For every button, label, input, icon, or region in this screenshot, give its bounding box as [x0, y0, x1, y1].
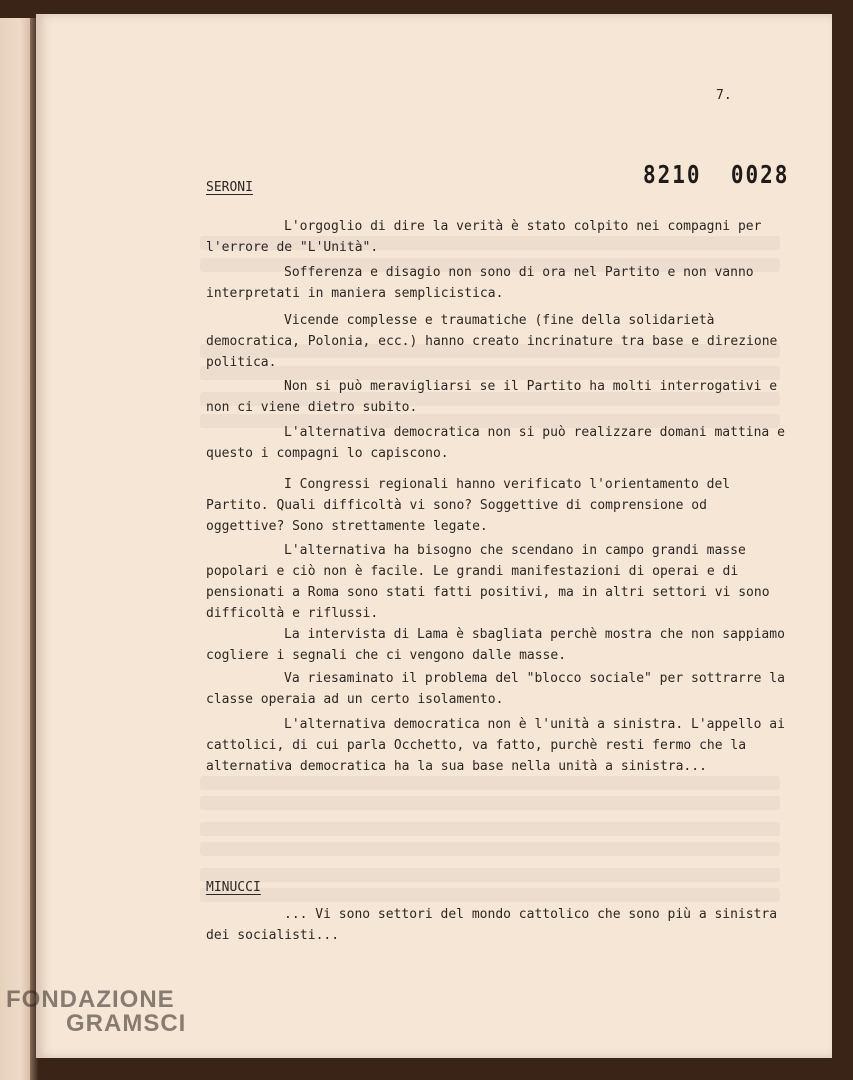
speaker-name: SERONI — [206, 180, 253, 195]
paragraph: Va riesaminato il problema del "blocco sociale" per sottrarre la classe operaia ad un certo isolamento. — [206, 671, 785, 707]
paragraph: Non si può meravigliarsi se il Partito ha molti interrogativi e non ci viene dietro subito. — [206, 379, 778, 415]
facing-page-edge — [0, 18, 34, 1080]
paragraph: L'alternativa democratica non si può realizzare domani mattina e questo i compagni lo capiscono. — [206, 425, 785, 461]
show-through — [200, 842, 780, 856]
paragraph: L'orgoglio di dire la verità è stato colpito nei compagni per l'errore de "L'Unità". — [206, 219, 762, 255]
paragraph: I Congressi regionali hanno verificato l'orientamento del Partito. Quali difficoltà vi sono? Soggettive di comprensione od oggettive? Sono strettamente legate. — [206, 477, 731, 534]
document-code: 8210 0028 — [643, 160, 790, 189]
speaker-name: MINUCCI — [206, 880, 261, 895]
show-through — [200, 822, 780, 836]
show-through — [200, 776, 780, 790]
paragraph: Vicende complesse e traumatiche (fine della solidarietà democratica, Polonia, ecc.) hanno creato incrinature tra base e direzione politica. — [206, 313, 778, 370]
paragraph: ... Vi sono settori del mondo cattolico che sono più a sinistra dei socialisti... — [206, 907, 778, 943]
show-through — [200, 868, 780, 882]
archive-watermark — [6, 986, 186, 1038]
watermark-line: GRAMSCI — [66, 1010, 187, 1037]
show-through — [200, 796, 780, 810]
paragraph: L'alternativa democratica non è l'unità a sinistra. L'appello ai cattolici, di cui parla Occhetto, va fatto, purchè resti fermo che la alternativa democratica ha la sua base nella unità a sinistra... — [206, 717, 785, 774]
show-through — [200, 888, 780, 902]
page-number: 7. — [716, 88, 732, 103]
paragraph: L'alternativa ha bisogno che scendano in campo grandi masse popolari e ciò non è facile. Le grandi manifestazioni di operai e di pensionati a Roma sono stati fatti positivi, ma in altri settori vi sono difficoltà e riflussi. — [206, 543, 770, 621]
watermark-line: FONDAZIONE — [6, 986, 175, 1013]
paragraph: Sofferenza e disagio non sono di ora nel Partito e non vanno interpretati in maniera semplicistica. — [206, 265, 754, 301]
paragraph: La intervista di Lama è sbagliata perchè mostra che non sappiamo cogliere i segnali che ci vengono dalle masse. — [206, 627, 785, 663]
